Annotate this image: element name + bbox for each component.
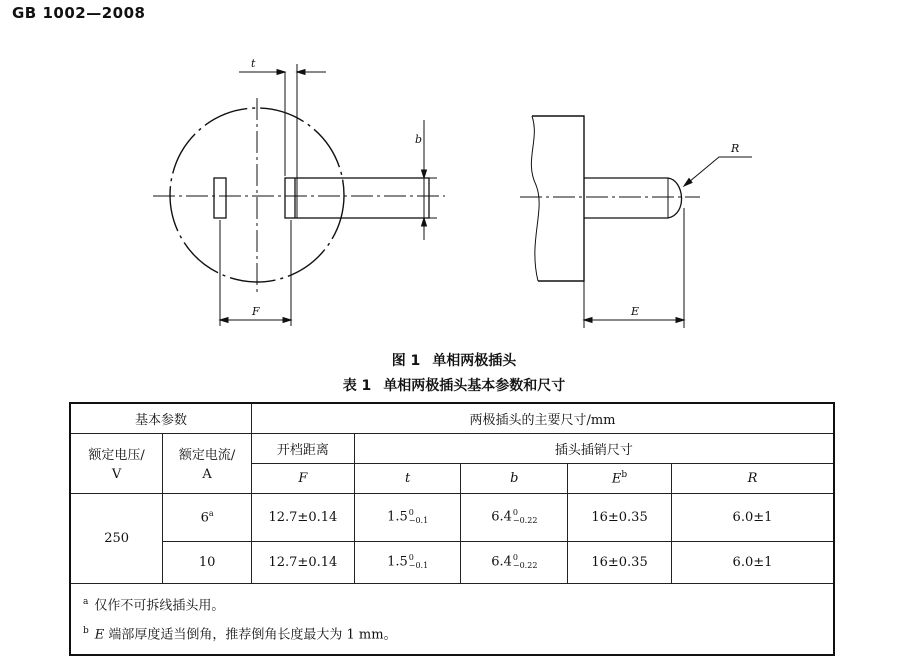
cell-t: 1.5 0 −0.1 (354, 541, 461, 583)
cell-current: 6$^a$ (163, 493, 252, 541)
table-notes (70, 583, 834, 655)
cell-b: 6.4 0 −0.22 (461, 493, 568, 541)
cell-R: 6.0±1 (671, 541, 834, 583)
header-b: b (461, 463, 568, 493)
header-pin-dims: 插头插销尺寸 (354, 433, 834, 463)
side-pin (584, 178, 682, 218)
header-F: F (251, 463, 354, 493)
standard-number: GB 1002—2008 (12, 4, 146, 22)
cell-b: 6.4 0 −0.22 (461, 541, 568, 583)
cell-E: 16±0.35 (568, 541, 672, 583)
header-voltage: 额定电压/ V (70, 433, 163, 493)
cell-F: 12.7±0.14 (251, 541, 354, 583)
dim-label-t: t (251, 57, 256, 70)
header-E: $E^b$ (568, 463, 672, 493)
dim-label-b: b (415, 133, 423, 146)
cell-R: 6.0±1 (671, 493, 834, 541)
header-main-dims: 两极插头的主要尺寸/mm (251, 403, 834, 433)
cell-voltage: 250 (70, 493, 163, 583)
cell-F: 12.7±0.14 (251, 493, 354, 541)
parameter-table (69, 402, 835, 656)
cell-t: 1.5 0 −0.1 (354, 493, 461, 541)
header-basic-params: 基本参数 (70, 403, 251, 433)
dim-label-E: E (631, 305, 640, 318)
header-current: 额定电流/ A (163, 433, 252, 493)
left-pin-section (214, 178, 226, 218)
plug-body-side (532, 116, 584, 281)
table-caption: 表 1 单相两极插头基本参数和尺寸 (342, 378, 566, 394)
figure-caption: 图 1 单相两极插头 (391, 353, 517, 369)
note-a: $^a$ 仅作不可拆线插头用。 (83, 597, 225, 614)
header-spacing: 开档距离 (251, 433, 354, 463)
cell-current: 10 (163, 541, 252, 583)
header-t: t (354, 463, 461, 493)
right-pin (285, 178, 429, 218)
header-R: R (671, 463, 834, 493)
dim-label-F: F (252, 305, 260, 318)
note-b: $^b$ E 端部厚度适当倒角，推荐倒角长度最大为 1 mm。 (83, 625, 397, 643)
dim-label-R: R (731, 142, 740, 155)
cell-E: 16±0.35 (568, 493, 672, 541)
